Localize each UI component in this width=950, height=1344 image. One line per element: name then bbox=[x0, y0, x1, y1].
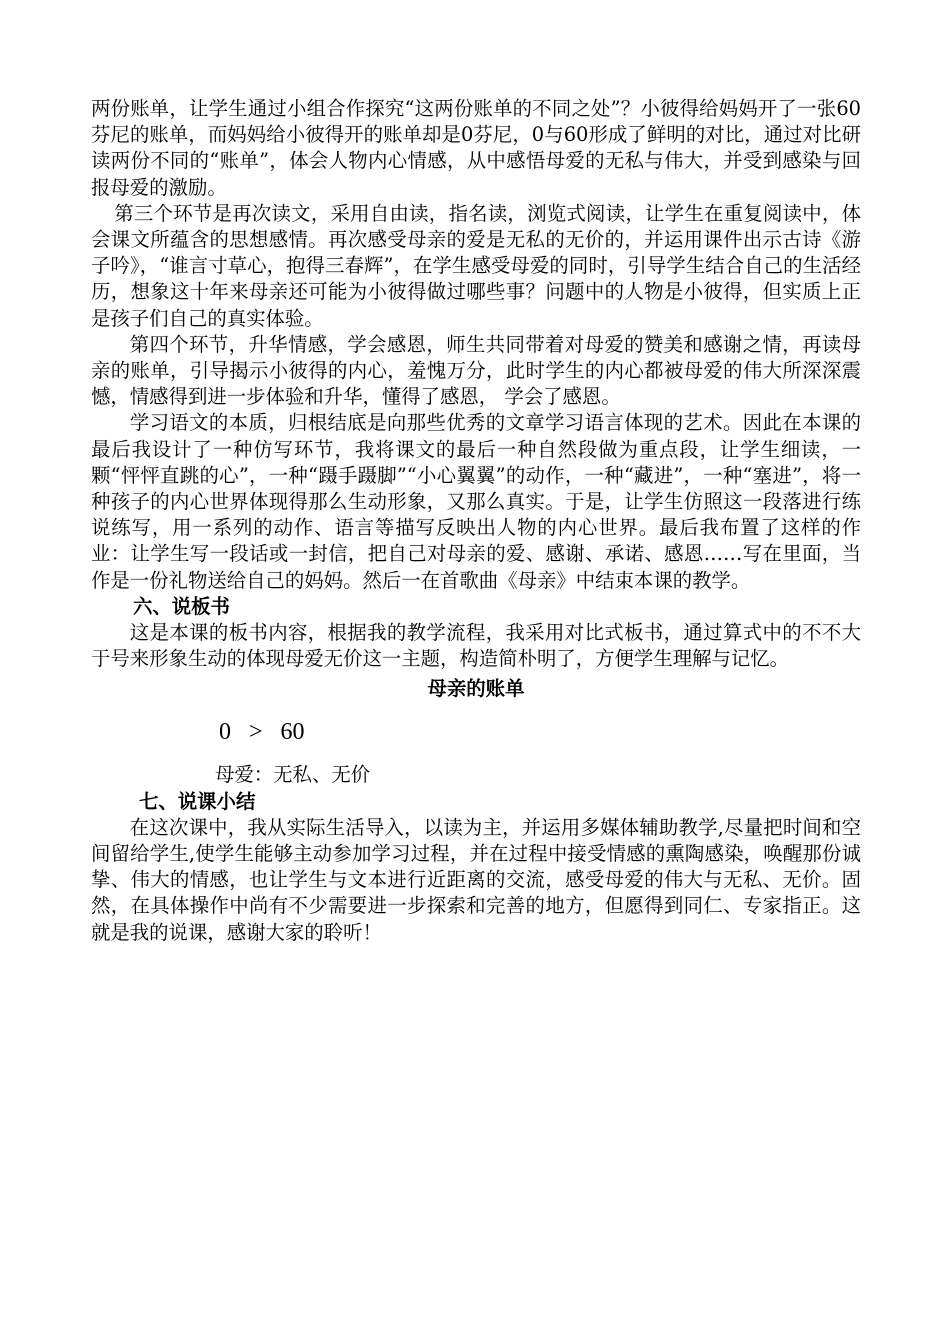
section-heading-blackboard: 六、说板书 bbox=[133, 594, 230, 618]
paragraph-summary: 在这次课中，我从实际生活导入，以读为主，并运用多媒体辅助教学,尽量把时间和空间留给学生,使学生能够主动参加学习过程，并在过程中接受情感的熏陶感染，唤醒那份诚挚、伟大的情感，也让学生与文本进行近距离的交流，感受母爱的伟大与无私、无价。固然，在具体操作中尚有不少需要进一步探索和完善的地方，但愿得到同仁、专家指正。这就是我的说课，感谢大家的聆听！ bbox=[91, 815, 861, 944]
paragraph-imitation-writing: 学习语文的本质，归根结底是向那些优秀的文章学习语言体现的艺术。因此在本课的最后我设计了一种仿写环节，我将课文的最后一种自然段做为重点段，让学生细读，一颗“怦怦直跳的心”，一种“蹑手蹑脚”“小心翼翼”的动作，一种“藏进”，一种“塞进”，将一种孩子的内心世界体现得那么生动形象，又那么真实。于是，让学生仿照这一段落进行练说练写，用一系列的动作、语言等描写反映出人物的内心世界。最后我布置了这样的作业：让学生写一段话或一封信，把自己对母亲的爱、感谢、承诺、感恩……写在里面，当作是一份礼物送给自己的妈妈。然后一在首歌曲《母亲》中结束本课的教学。 bbox=[91, 411, 861, 592]
formula-operator: > bbox=[249, 719, 263, 746]
blackboard-title: 母亲的账单 bbox=[427, 677, 525, 701]
blackboard-note: 母爱：无私、无价 bbox=[215, 763, 371, 787]
formula-left-value: 0 bbox=[219, 719, 231, 746]
paragraph-bill-comparison: 两份账单，让学生通过小组合作探究“这两份账单的不同之处”？小彼得给妈妈开了一张60芬尼的账单，而妈妈给小彼得开的账单却是0芬尼，0与60形成了鲜明的对比，通过对比研读两份不同的“账单”，体会人物内心情感，从中感悟母爱的无私与伟大，并受到感染与回报母爱的激励。 bbox=[91, 97, 861, 199]
blackboard-formula bbox=[91, 716, 861, 748]
formula-right-value: 60 bbox=[280, 719, 305, 746]
document-page bbox=[91, 96, 861, 946]
paragraph-fourth-step: 第四个环节，升华情感，学会感恩，师生共同带着对母爱的赞美和感谢之情，再读母亲的账单，引导揭示小彼得的内心，羞愧万分，此时学生的内心都被母爱的伟大所深深震憾，情感得到进一步体验和升华，懂得了感恩， 学会了感恩。 bbox=[91, 332, 861, 409]
paragraph-third-step: 第三个环节是再次读文，采用自由读，指名读，浏览式阅读，让学生在重复阅读中，体会课文所蕴含的思想感情。再次感受母亲的爱是无私的无价的，并运用课件出示古诗《游子吟》，“谁言寸草心，抱得三春辉”，在学生感受母爱的同时，引导学生结合自己的生活经历，想象这十年来母亲还可能为小彼得做过哪些事？问题中的人物是小彼得，但实质上正是孩子们自己的真实体验。 bbox=[91, 201, 861, 330]
paragraph-blackboard-intro: 这是本课的板书内容，根据我的教学流程，我采用对比式板书，通过算式中的不不大于号来形象生动的体现母爱无价这一主题，构造简朴明了，方便学生理解与记忆。 bbox=[91, 621, 861, 671]
section-heading-summary: 七、说课小结 bbox=[139, 789, 256, 813]
